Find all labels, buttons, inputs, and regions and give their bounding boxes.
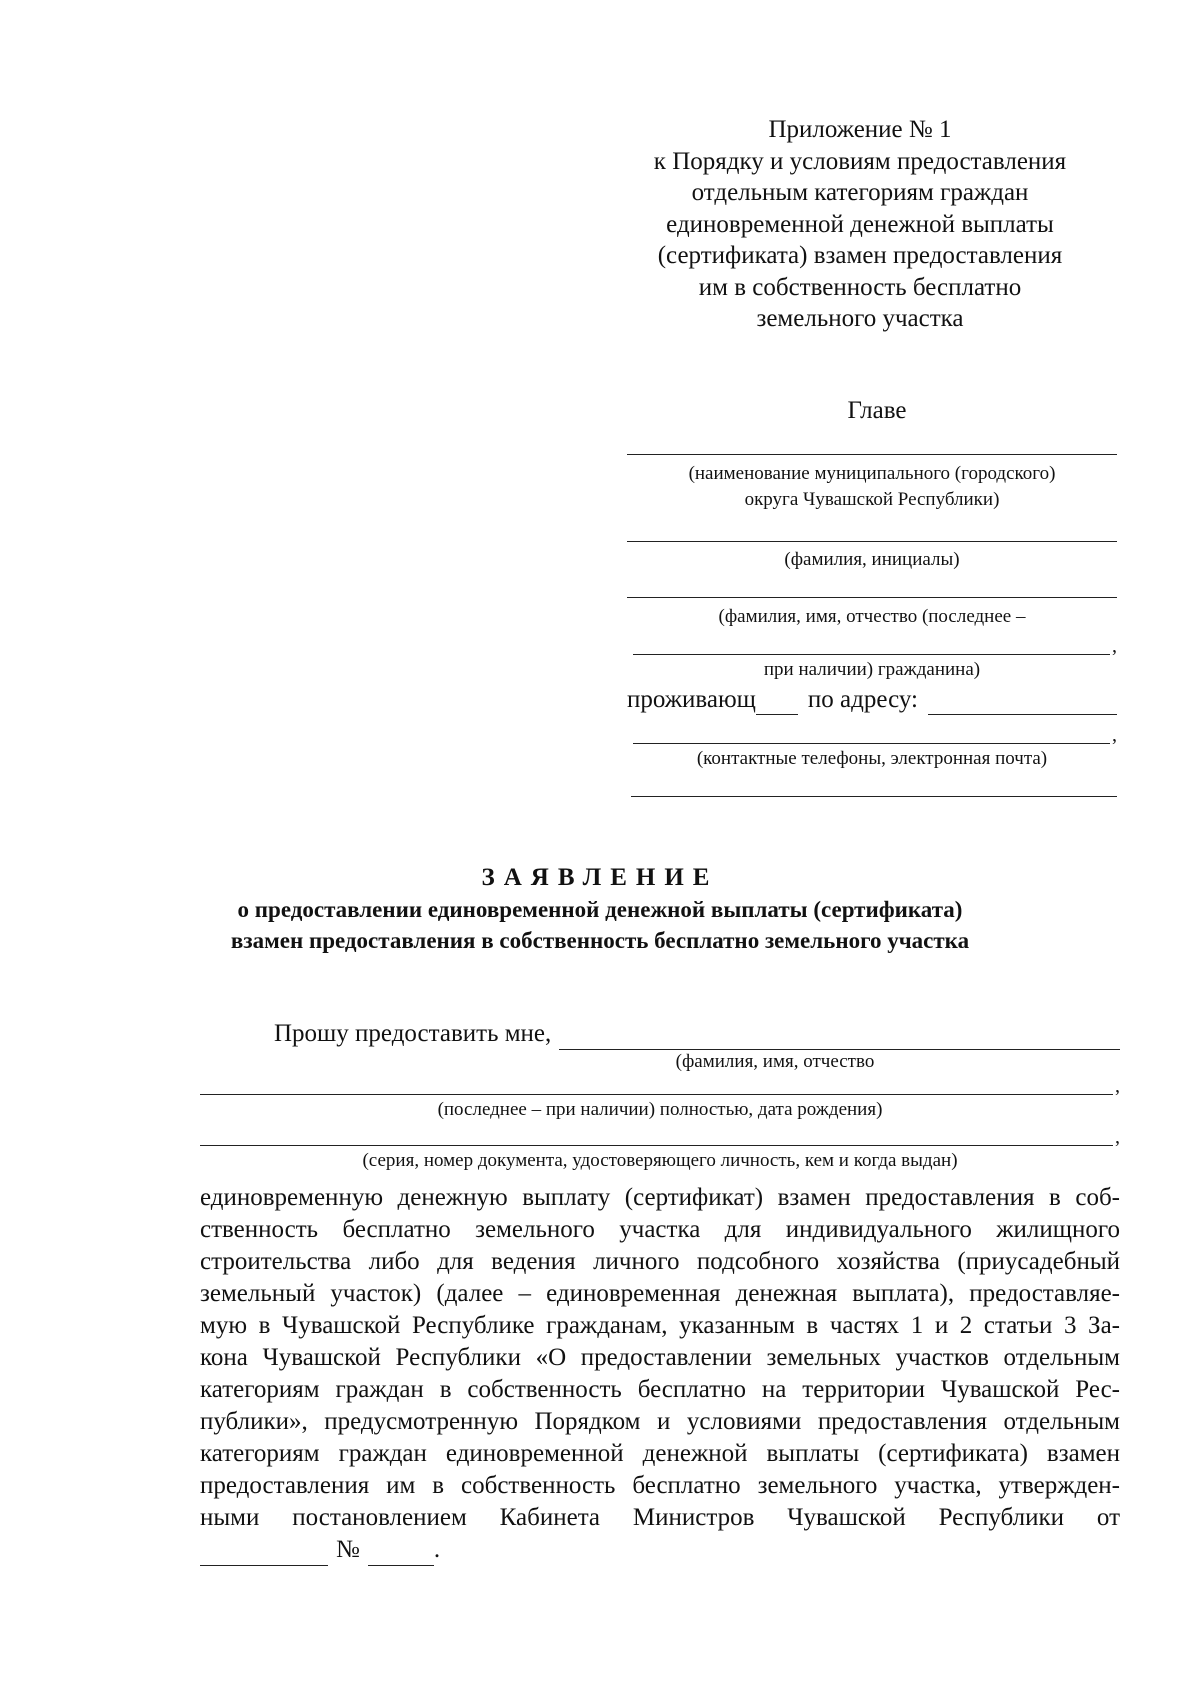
annex-line: им в собственность бесплатно	[698, 273, 1022, 301]
request-block	[200, 1018, 1120, 1174]
title-subtitle	[0, 894, 1200, 956]
residence-row	[627, 685, 1117, 715]
residing-label: проживающ	[627, 686, 756, 713]
body-line: земельный участок) (далее – единовременная денежная выплата), предоставляе-	[200, 1280, 1120, 1307]
full-name-birth-blank[interactable]	[200, 1074, 1113, 1095]
applicant-name-blank[interactable]	[633, 632, 1110, 655]
address-label: по адресу:	[807, 686, 918, 713]
title-word: ЗАЯВЛЕНИЕ	[481, 864, 719, 891]
annex-title: Приложение № 1	[768, 116, 952, 143]
annex-line: отдельным категориям граждан	[691, 179, 1029, 206]
number-sign: №	[336, 1536, 360, 1563]
resolution-reference	[200, 1534, 1120, 1566]
birth-field-row[interactable]	[200, 1074, 1120, 1095]
applicant-name-field[interactable]	[627, 573, 1117, 598]
id-document-blank[interactable]	[200, 1125, 1113, 1146]
request-caption-3: (серия, номер документа, удостоверяющего личность, кем и когда выдан)	[362, 1150, 958, 1171]
residing-ending-blank[interactable]	[756, 690, 798, 715]
addressee-block	[627, 392, 1117, 797]
body-line: единовременную денежную выплату (сертификат) взамен предоставления в соб-	[200, 1184, 1120, 1211]
municipality-caption-line: округа Чувашской Республики)	[744, 489, 1000, 510]
subtitle-line: о предоставлении единовременной денежной выплаты (сертификата)	[237, 897, 963, 922]
request-lead: Прошу предоставить мне,	[274, 1020, 552, 1047]
addressee-head: Главе	[847, 397, 907, 424]
request-caption-1: (фамилия, имя, отчество	[675, 1051, 875, 1072]
annex-line: единовременной денежной выплаты	[666, 210, 1054, 238]
body-line: категориям граждан в собственность бесплатно на территории Чувашской Рес-	[200, 1376, 1120, 1403]
document-title	[0, 862, 1200, 956]
request-caption-2: (последнее – при наличии) полностью, дата рождения)	[437, 1099, 883, 1120]
id-doc-field-row[interactable]	[200, 1125, 1120, 1146]
applicant-caption-2: при наличии) гражданина)	[763, 659, 981, 680]
applicant-caption-1: (фамилия, имя, отчество (последнее –	[718, 606, 1026, 627]
contacts-field[interactable]	[631, 772, 1117, 797]
final-period: .	[433, 1536, 441, 1563]
comma: ,	[1112, 635, 1117, 657]
address-blank[interactable]	[633, 721, 1110, 744]
annex-line: к Порядку и условиям предоставления	[653, 147, 1067, 175]
address-field-2[interactable]	[627, 721, 1117, 744]
body-line: кона Чувашской Республики «О предоставлении земельных участков отдельным	[200, 1344, 1120, 1371]
subtitle-line: взамен предоставления в собственность бесплатно земельного участка	[230, 928, 970, 953]
body-line: мую в Чувашской Республике гражданам, указанным в частях 1 и 2 статьи 3 За-	[200, 1312, 1120, 1339]
head-name-field[interactable]	[627, 513, 1117, 542]
body-line: ными постановлением Кабинета Министров Чувашской Республики от	[200, 1504, 1120, 1531]
resolution-date-field[interactable]	[200, 1541, 328, 1566]
annex-line: земельного участка	[756, 305, 964, 332]
request-row	[200, 1018, 1120, 1050]
head-name-caption: (фамилия, инициалы)	[784, 549, 960, 570]
applicant-name-field-2[interactable]	[627, 632, 1117, 655]
body-line: предоставления им в собственность бесплатно земельного участка, утвержден-	[200, 1472, 1120, 1499]
resolution-number-field[interactable]	[368, 1541, 434, 1566]
comma: ,	[1115, 1126, 1120, 1148]
body-line: публики», предусмотренную Порядком и условиями предоставления отдельным	[200, 1408, 1120, 1435]
annex-header	[600, 114, 1120, 335]
comma: ,	[1115, 1075, 1120, 1097]
municipality-caption-line: (наименование муниципального (городского)	[688, 463, 1056, 484]
annex-line: (сертификата) взамен предоставления	[657, 242, 1063, 269]
full-name-field[interactable]	[559, 1023, 1120, 1050]
body-line: ственность бесплатно земельного участка для индивидуального жилищного	[200, 1216, 1120, 1243]
body-line: категориям граждан единовременной денежной выплаты (сертификата) взамен	[200, 1440, 1120, 1467]
comma: ,	[1112, 724, 1117, 746]
address-field[interactable]	[928, 690, 1117, 715]
request-body	[200, 1182, 1120, 1566]
municipality-field[interactable]	[627, 430, 1117, 455]
body-line: строительства либо для ведения личного подсобного хозяйства (приусадебный	[200, 1248, 1120, 1275]
municipality-caption	[627, 461, 1117, 513]
contacts-caption: (контактные телефоны, электронная почта)	[696, 748, 1048, 769]
